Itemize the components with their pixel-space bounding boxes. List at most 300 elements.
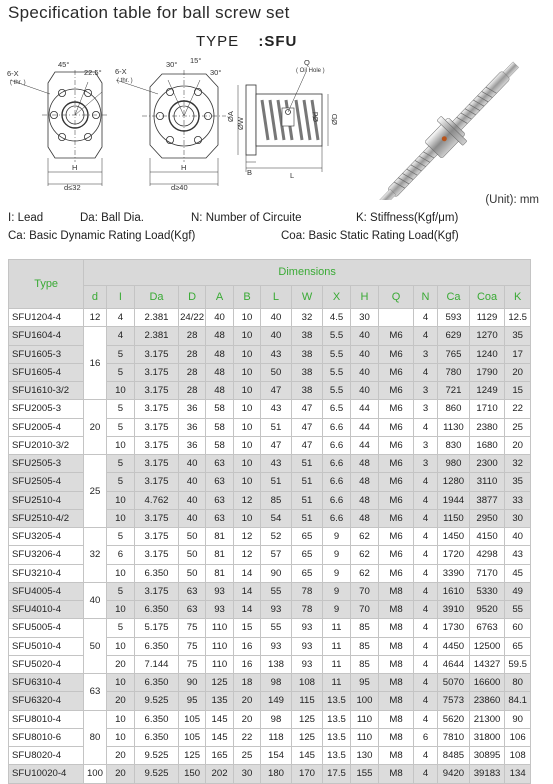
cell-coa: 30895 [469,747,505,765]
technical-drawings [0,50,553,200]
cell-q: M6 [379,382,414,400]
cell-h: 62 [350,546,378,564]
cell-da: 3.175 [135,436,179,454]
cell-q: M6 [379,363,414,381]
cell-da: 5.175 [135,619,179,637]
cell-d: 36 [178,436,205,454]
cell-coa: 16600 [469,674,505,692]
cell-n: 4 [413,619,437,637]
cell-x: 9 [323,528,350,546]
column-header-k: K [505,286,531,309]
cell-i: 5 [106,363,134,381]
cell-q: M6 [379,400,414,418]
cell-coa: 31800 [469,728,505,746]
cell-a: 48 [206,345,233,363]
cell-d: 50 [178,528,205,546]
cell-type: SFU1204-4 [9,309,84,327]
cell-l: 50 [261,363,292,381]
cell-h: 62 [350,564,378,582]
cell-k: 20 [505,436,531,454]
cell-a: 93 [206,601,233,619]
cell-a: 63 [206,509,233,527]
cell-h: 40 [350,345,378,363]
legend-ca: Ca: Basic Dynamic Rating Load(Kgf) [8,230,196,242]
cell-w: 125 [291,728,323,746]
cell-type: SFU2510-4/2 [9,509,84,527]
cell-d: 50 [84,619,106,674]
cell-coa: 1710 [469,400,505,418]
label-mid-holes: 6-X [115,67,127,76]
cell-ca: 1944 [438,491,470,509]
cell-h: 100 [350,692,378,710]
column-header-coa: Coa [469,286,505,309]
label-b: B [247,168,253,177]
cell-a: 81 [206,546,233,564]
cell-type: SFU6310-4 [9,674,84,692]
cell-a: 48 [206,363,233,381]
cell-h: 155 [350,765,378,783]
cell-a: 63 [206,491,233,509]
cell-ca: 629 [438,327,470,345]
cell-coa: 6763 [469,619,505,637]
cell-k: 43 [505,546,531,564]
cell-i: 20 [106,692,134,710]
cell-x: 5.5 [323,363,350,381]
cell-i: 10 [106,509,134,527]
cell-ca: 4450 [438,637,470,655]
cell-type: SFU5005-4 [9,619,84,637]
cell-x: 9 [323,546,350,564]
cell-n: 4 [413,491,437,509]
cell-d: 105 [178,710,205,728]
cell-q: M6 [379,564,414,582]
cell-h: 95 [350,674,378,692]
cell-a: 110 [206,655,233,673]
cell-k: 84.1 [505,692,531,710]
cell-l: 47 [261,436,292,454]
cell-h: 40 [350,327,378,345]
cell-h: 48 [350,473,378,491]
cell-da: 3.175 [135,345,179,363]
cell-da: 3.175 [135,528,179,546]
cell-x: 13.5 [323,728,350,746]
cell-x: 13.5 [323,710,350,728]
cell-type: SFU8010-6 [9,728,84,746]
column-header-x: X [323,286,350,309]
cell-q: M8 [379,619,414,637]
cell-da: 6.350 [135,710,179,728]
cell-type: SFU1605-4 [9,363,84,381]
cell-a: 58 [206,418,233,436]
cell-q: M8 [379,728,414,746]
table-row [9,309,531,327]
cell-l: 55 [261,582,292,600]
cell-h: 130 [350,747,378,765]
cell-w: 93 [291,619,323,637]
type-line [196,33,297,50]
cell-da: 3.175 [135,400,179,418]
cell-x: 6.6 [323,418,350,436]
cell-x: 6.6 [323,455,350,473]
label-q: Q [304,58,310,67]
cell-d: 40 [178,455,205,473]
cell-type: SFU5010-4 [9,637,84,655]
cell-l: 54 [261,509,292,527]
table-row [9,674,531,692]
cell-d: 125 [178,747,205,765]
cell-da: 9.525 [135,747,179,765]
cell-w: 51 [291,473,323,491]
cell-l: 85 [261,491,292,509]
cell-a: 63 [206,455,233,473]
cell-x: 11 [323,674,350,692]
cell-k: 60 [505,619,531,637]
cell-n: 3 [413,382,437,400]
label-left-angle1: 45° [58,60,70,69]
cell-da: 7.144 [135,655,179,673]
cell-k: 25 [505,418,531,436]
cell-h: 110 [350,728,378,746]
table-row [9,619,531,637]
cell-q: M6 [379,418,414,436]
cell-w: 93 [291,637,323,655]
cell-h: 110 [350,710,378,728]
cell-i: 20 [106,765,134,783]
cell-b: 12 [233,491,260,509]
cell-da: 3.175 [135,382,179,400]
cell-da: 6.350 [135,637,179,655]
cell-type: SFU2010-3/2 [9,436,84,454]
cell-ca: 780 [438,363,470,381]
cell-d: 28 [178,363,205,381]
cell-h: 70 [350,582,378,600]
cell-l: 52 [261,528,292,546]
cell-ca: 3910 [438,601,470,619]
spec-table-body [9,309,531,784]
cell-l: 154 [261,747,292,765]
cell-a: 93 [206,582,233,600]
cell-w: 47 [291,400,323,418]
cell-coa: 14327 [469,655,505,673]
column-header-q: Q [379,286,414,309]
cell-ca: 7810 [438,728,470,746]
cell-l: 180 [261,765,292,783]
cell-n: 3 [413,400,437,418]
table-row [9,765,531,783]
cell-q: M8 [379,601,414,619]
cell-w: 108 [291,674,323,692]
cell-h: 85 [350,655,378,673]
cell-x: 6.6 [323,436,350,454]
cell-q: M8 [379,637,414,655]
cell-d: 28 [178,345,205,363]
cell-x: 6.6 [323,509,350,527]
label-phi-big-d: ØD [330,113,339,125]
cell-coa: 23860 [469,692,505,710]
cell-k: 12.5 [505,309,531,327]
cell-l: 43 [261,400,292,418]
cell-i: 10 [106,728,134,746]
cell-k: 49 [505,582,531,600]
cell-h: 44 [350,418,378,436]
cell-da: 6.350 [135,601,179,619]
cell-n: 4 [413,674,437,692]
cell-coa: 3110 [469,473,505,491]
cell-h: 48 [350,509,378,527]
cell-x: 5.5 [323,327,350,345]
cell-i: 20 [106,655,134,673]
cell-coa: 1680 [469,436,505,454]
cell-da: 3.175 [135,546,179,564]
cell-k: 35 [505,473,531,491]
cell-b: 22 [233,728,260,746]
ball-screw-illustration [367,52,528,200]
cell-n: 6 [413,728,437,746]
cell-x: 9 [323,564,350,582]
cell-coa: 1790 [469,363,505,381]
cell-a: 145 [206,710,233,728]
cell-k: 15 [505,382,531,400]
cell-w: 51 [291,509,323,527]
cell-k: 108 [505,747,531,765]
cell-da: 3.175 [135,418,179,436]
cell-i: 10 [106,674,134,692]
cell-d: 90 [178,674,205,692]
label-mid-angle3: 30° [210,68,222,77]
cell-k: 17 [505,345,531,363]
cell-a: 58 [206,400,233,418]
cell-l: 43 [261,345,292,363]
label-phi-w: ØW [236,117,245,130]
cell-type: SFU10020-4 [9,765,84,783]
cell-type: SFU2510-4 [9,491,84,509]
cell-w: 47 [291,418,323,436]
label-mid-d: d≥40 [171,183,188,192]
flange-drawing-small [10,70,108,186]
cell-h: 85 [350,619,378,637]
cell-da: 3.175 [135,582,179,600]
cell-w: 65 [291,528,323,546]
cell-h: 85 [350,637,378,655]
cell-a: 40 [206,309,233,327]
cell-ca: 593 [438,309,470,327]
cell-q: M6 [379,436,414,454]
cell-ca: 5070 [438,674,470,692]
cell-coa: 3877 [469,491,505,509]
cell-l: 149 [261,692,292,710]
cell-d: 63 [178,582,205,600]
cell-w: 32 [291,309,323,327]
cell-type: SFU1605-3 [9,345,84,363]
cell-n: 4 [413,747,437,765]
table-row [9,528,531,546]
cell-ca: 8485 [438,747,470,765]
cell-h: 62 [350,528,378,546]
cell-i: 4 [106,327,134,345]
table-row [9,400,531,418]
cell-b: 10 [233,382,260,400]
cell-type: SFU2505-4 [9,473,84,491]
cell-x: 13.5 [323,692,350,710]
cell-i: 5 [106,619,134,637]
cell-b: 10 [233,345,260,363]
cell-b: 10 [233,455,260,473]
cell-coa: 4150 [469,528,505,546]
cell-type: SFU1604-4 [9,327,84,345]
cell-b: 20 [233,692,260,710]
cell-da: 9.525 [135,692,179,710]
cell-q: M6 [379,528,414,546]
cell-b: 12 [233,528,260,546]
cell-w: 51 [291,491,323,509]
cell-n: 4 [413,765,437,783]
cell-k: 32 [505,455,531,473]
column-header-l: L [261,286,292,309]
cell-coa: 9520 [469,601,505,619]
cell-q: M6 [379,509,414,527]
cell-da: 9.525 [135,765,179,783]
cell-b: 10 [233,473,260,491]
cell-ca: 4644 [438,655,470,673]
cell-b: 10 [233,509,260,527]
cell-w: 115 [291,692,323,710]
cell-d: 40 [178,509,205,527]
cell-i: 10 [106,564,134,582]
cell-l: 43 [261,455,292,473]
cell-da: 6.350 [135,564,179,582]
cell-a: 81 [206,564,233,582]
cell-ca: 7573 [438,692,470,710]
cell-i: 10 [106,382,134,400]
cell-n: 4 [413,601,437,619]
cell-l: 40 [261,309,292,327]
cell-ca: 1150 [438,509,470,527]
cell-coa: 7170 [469,564,505,582]
label-mid-angle1: 30° [166,60,178,69]
cell-w: 65 [291,546,323,564]
cell-i: 5 [106,455,134,473]
cell-type: SFU2005-3 [9,400,84,418]
cell-d: 28 [178,327,205,345]
cell-type: SFU1610-3/2 [9,382,84,400]
cell-type: SFU3210-4 [9,564,84,582]
cell-x: 5.5 [323,345,350,363]
cell-d: 40 [178,473,205,491]
cell-l: 93 [261,601,292,619]
cell-b: 10 [233,363,260,381]
cell-d: 100 [84,765,106,783]
cell-l: 118 [261,728,292,746]
cell-k: 65 [505,637,531,655]
column-header-n: N [413,286,437,309]
column-header-a: A [206,286,233,309]
cell-b: 16 [233,637,260,655]
cell-k: 45 [505,564,531,582]
column-header-b: B [233,286,260,309]
cell-d: 75 [178,637,205,655]
cell-n: 4 [413,637,437,655]
cell-k: 20 [505,363,531,381]
column-header-d: D [178,286,205,309]
table-row [9,582,531,600]
cell-i: 5 [106,473,134,491]
cell-coa: 39183 [469,765,505,783]
label-left-d: d≤32 [64,183,81,192]
cell-ca: 980 [438,455,470,473]
cell-ca: 1720 [438,546,470,564]
table-row [9,327,531,345]
cell-b: 20 [233,710,260,728]
cell-da: 3.175 [135,509,179,527]
cell-ca: 1280 [438,473,470,491]
cell-da: 3.175 [135,455,179,473]
legend-lead: I: Lead [8,212,44,224]
cell-d: 40 [178,491,205,509]
cell-h: 70 [350,601,378,619]
cell-w: 78 [291,582,323,600]
cell-h: 48 [350,491,378,509]
cell-a: 145 [206,728,233,746]
cell-d: 12 [84,309,106,327]
cell-l: 98 [261,674,292,692]
flange-drawing-large [116,70,226,186]
cell-k: 134 [505,765,531,783]
cell-q: M8 [379,655,414,673]
cell-d: 40 [84,582,106,619]
cell-n: 4 [413,418,437,436]
cell-l: 98 [261,710,292,728]
label-phi-d: Ød [311,111,320,122]
cell-q: M8 [379,710,414,728]
cell-coa: 4298 [469,546,505,564]
cell-n: 4 [413,473,437,491]
cell-coa: 21300 [469,710,505,728]
cell-q: M6 [379,491,414,509]
cell-b: 10 [233,436,260,454]
cell-w: 170 [291,765,323,783]
cell-i: 5 [106,400,134,418]
cell-x: 9 [323,601,350,619]
cell-type: SFU3206-4 [9,546,84,564]
column-header-da: Da [135,286,179,309]
cell-b: 30 [233,765,260,783]
cell-d: 95 [178,692,205,710]
cell-i: 5 [106,582,134,600]
cell-a: 202 [206,765,233,783]
legend [8,212,548,252]
label-mid-h: H [181,163,187,172]
cell-l: 51 [261,473,292,491]
cell-a: 63 [206,473,233,491]
cell-n: 4 [413,582,437,600]
spec-table [8,259,531,784]
cell-h: 44 [350,436,378,454]
cell-l: 51 [261,418,292,436]
cell-a: 48 [206,382,233,400]
cell-w: 78 [291,601,323,619]
cell-b: 14 [233,582,260,600]
cell-da: 2.381 [135,327,179,345]
cell-x: 11 [323,637,350,655]
cell-ca: 765 [438,345,470,363]
cell-type: SFU8020-4 [9,747,84,765]
cell-w: 38 [291,345,323,363]
cell-b: 14 [233,601,260,619]
label-left-angle2: 22.5° [84,68,102,77]
type-header: Type [9,260,84,309]
cell-n: 4 [413,509,437,527]
cell-ca: 5620 [438,710,470,728]
